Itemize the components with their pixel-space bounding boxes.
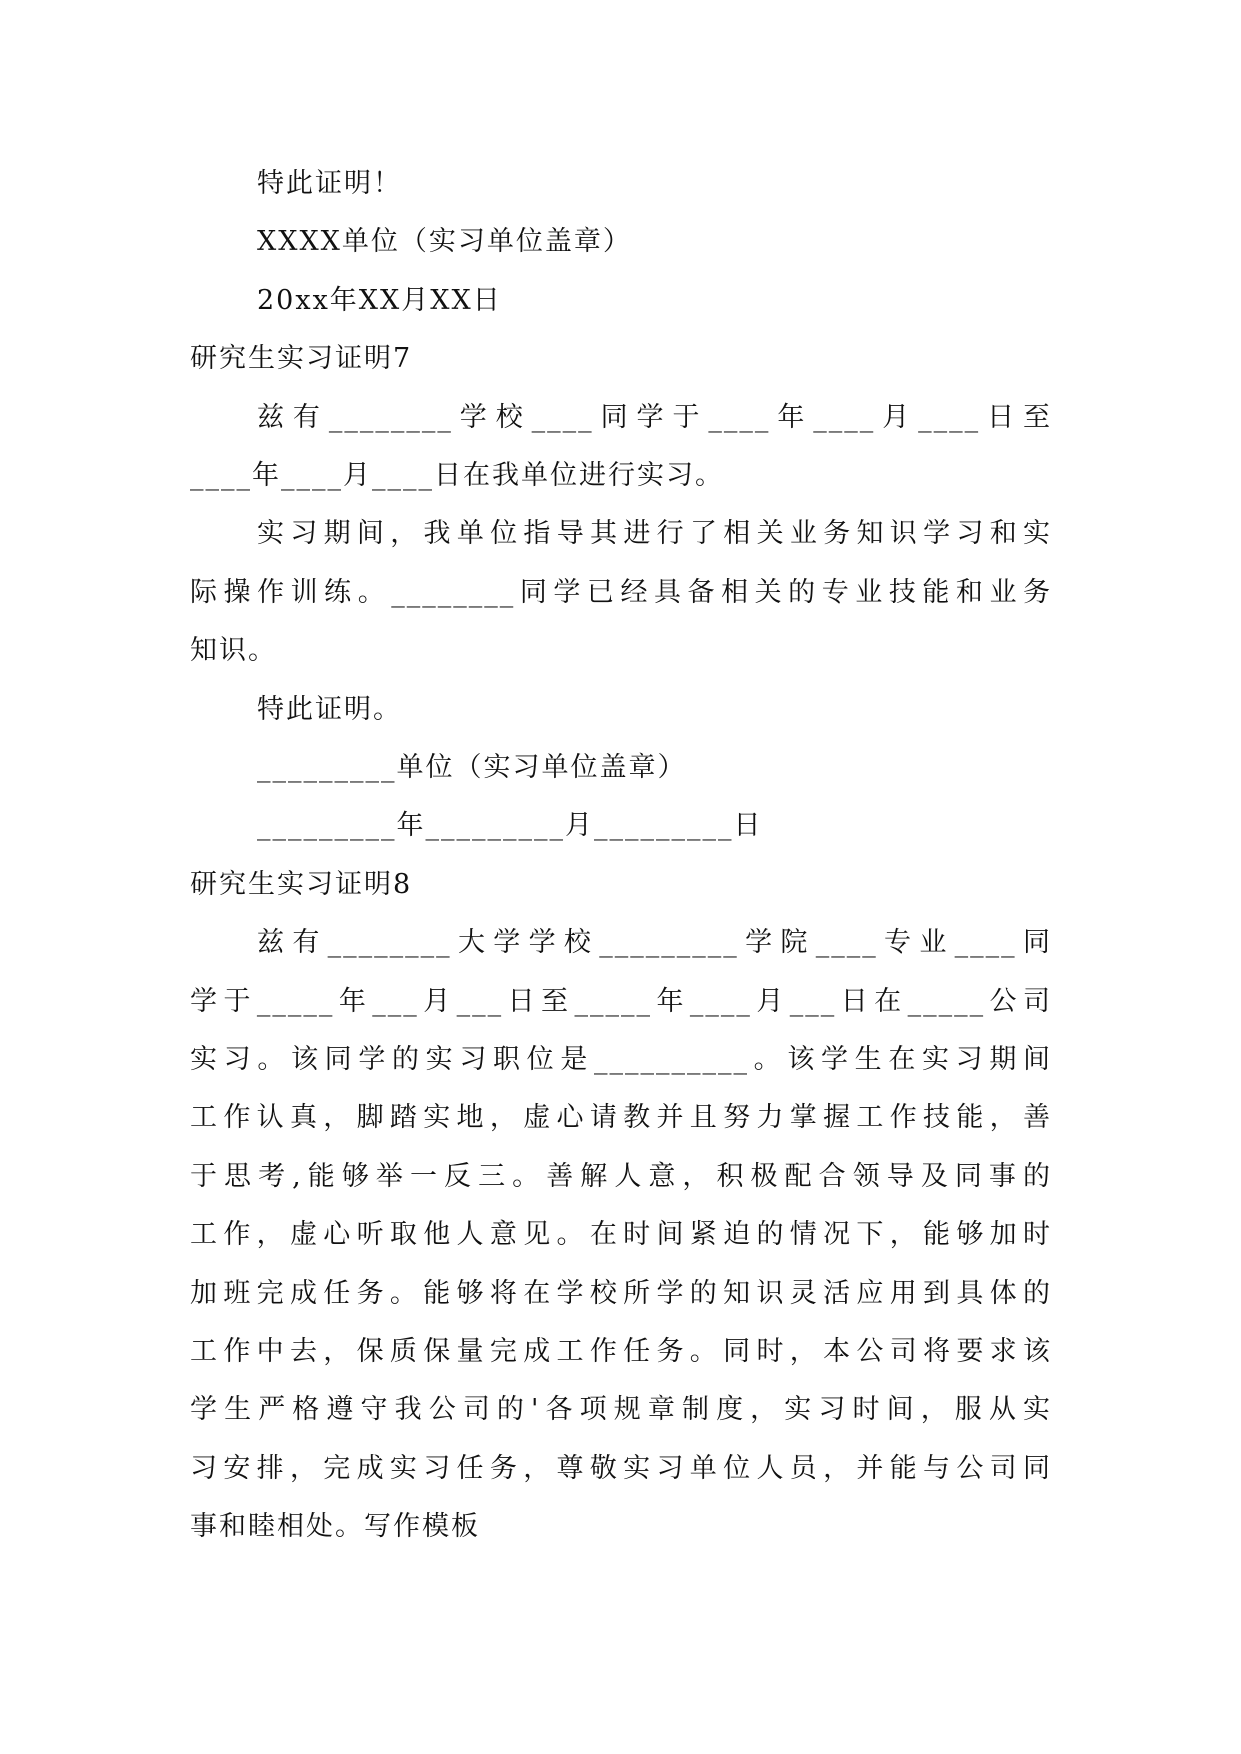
text-line: _________单位（实习单位盖章）: [257, 752, 687, 783]
text-line: 工作认真，脚踏实地，虚心请教并且努力掌握工作技能，善: [190, 1102, 1052, 1134]
text-line: ____年____月____日在我单位进行实习。: [190, 460, 724, 491]
text-line: 实习。该同学的实习职位是__________。该学生在实习期间: [190, 1044, 1052, 1075]
text-line: 事和睦相处。写作模板: [190, 1511, 480, 1543]
text-line: 特此证明。: [257, 693, 402, 725]
text-line: 实习期间，我单位指导其进行了相关业务知识学习和实: [257, 518, 1052, 550]
text-line: XXXX单位（实习单位盖章）: [257, 226, 632, 258]
text-line: 兹有________学校____同学于____年____月____日至: [257, 401, 1052, 433]
text-line: 于思考,能够举一反三。善解人意，积极配合领导及同事的: [190, 1160, 1052, 1192]
text-line: 学于_____年___月___日至_____年____月___日在_____公司: [190, 985, 1052, 1017]
text-line: 际操作训练。________同学已经具备相关的专业技能和业务: [190, 576, 1052, 608]
text-line: 特此证明！: [257, 168, 402, 199]
text-line: 工作，虚心听取他人意见。在时间紧迫的情况下，能够加时: [190, 1219, 1052, 1251]
text-line: _________年_________月_________日: [257, 810, 763, 842]
section-heading: 研究生实习证明7: [190, 343, 413, 375]
text-line: 学生严格遵守我公司的'各项规章制度，实习时间，服从实: [190, 1394, 1052, 1426]
text-line: 知识。: [190, 635, 277, 667]
text-line: 工作中去，保质保量完成工作任务。同时，本公司将要求该: [190, 1336, 1052, 1367]
text-line: 兹有________大学学校_________学院____专业____同: [257, 927, 1052, 959]
text-line: 习安排，完成实习任务，尊敬实习单位人员，并能与公司同: [190, 1452, 1052, 1484]
text-line: 加班完成任务。能够将在学校所学的知识灵活应用到具体的: [190, 1277, 1052, 1309]
text-line: 20xx年XX月XX日: [257, 284, 502, 316]
section-heading: 研究生实习证明8: [190, 868, 413, 900]
